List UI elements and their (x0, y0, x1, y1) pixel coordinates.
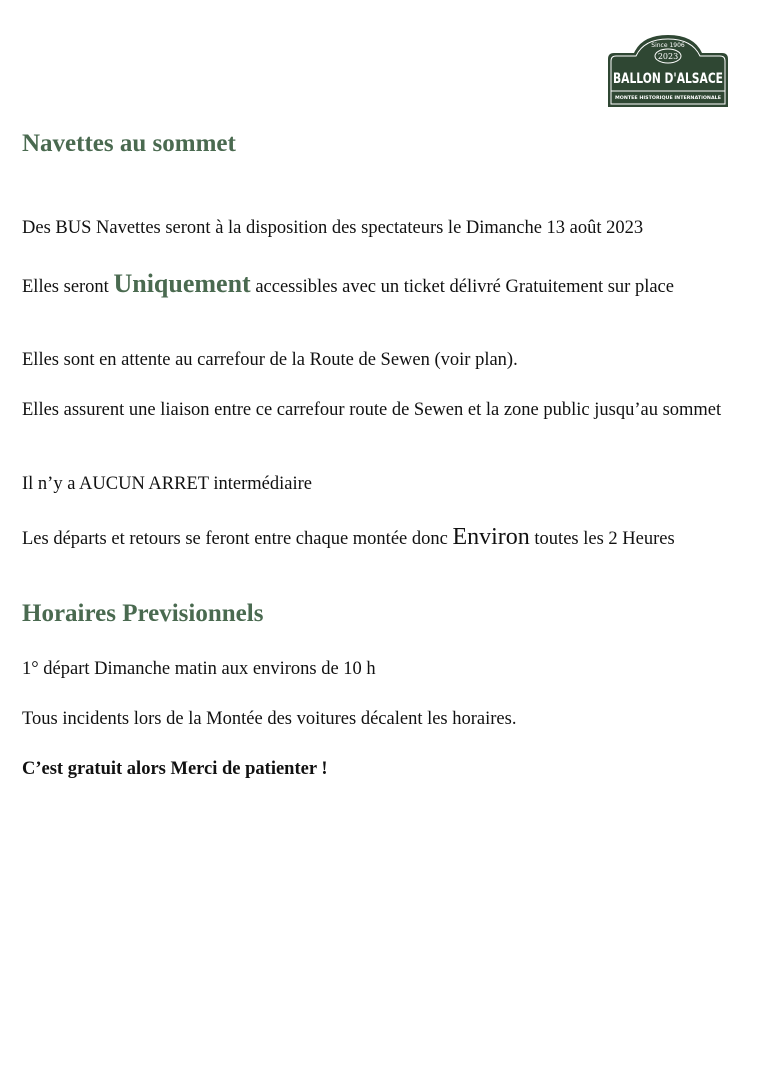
paragraph-ticket: Elles seront Uniquement accessibles avec un ticket délivré Gratuitement sur place (22, 269, 674, 298)
paragraph-incidents: Tous incidents lors de la Montée des voitures décalent les horaires. (22, 709, 517, 729)
paragraph-waiting-location: Elles sont en attente au carrefour de la Route de Sewen (voir plan). (22, 350, 518, 370)
paragraph-departures: Les départs et retours se feront entre chaque montée donc Environ toutes les 2 Heures (22, 524, 675, 550)
emphasis-environ: Environ (452, 524, 530, 550)
section-title-schedule: Horaires Previsionnels (22, 600, 264, 627)
emphasis-uniquement: Uniquement (113, 269, 251, 298)
svg-text:Since 1906: Since 1906 (651, 42, 685, 49)
paragraph-closing-note: C’est gratuit alors Merci de patienter ! (22, 759, 328, 779)
paragraph-bus-availability: Des BUS Navettes seront à la disposition des spectateurs le Dimanche 13 août 2023 (22, 218, 644, 238)
paragraph-first-departure: 1° départ Dimanche matin aux environs de 10 h (22, 659, 376, 679)
paragraph-route-link: Elles assurent une liaison entre ce carrefour route de Sewen et la zone public jusqu’au sommet (22, 400, 722, 420)
svg-text:MONTEE HISTORIQUE INTERNATIONA: MONTEE HISTORIQUE INTERNATIONALE (615, 96, 717, 101)
svg-text:2023: 2023 (657, 52, 679, 61)
svg-text:BALLON D'ALSACE: BALLON D'ALSACE (613, 71, 723, 87)
ballon-dalsace-logo (606, 33, 730, 109)
paragraph-no-stop: Il n’y a AUCUN ARRET intermédiaire (22, 474, 312, 494)
page-title: Navettes au sommet (22, 130, 236, 157)
